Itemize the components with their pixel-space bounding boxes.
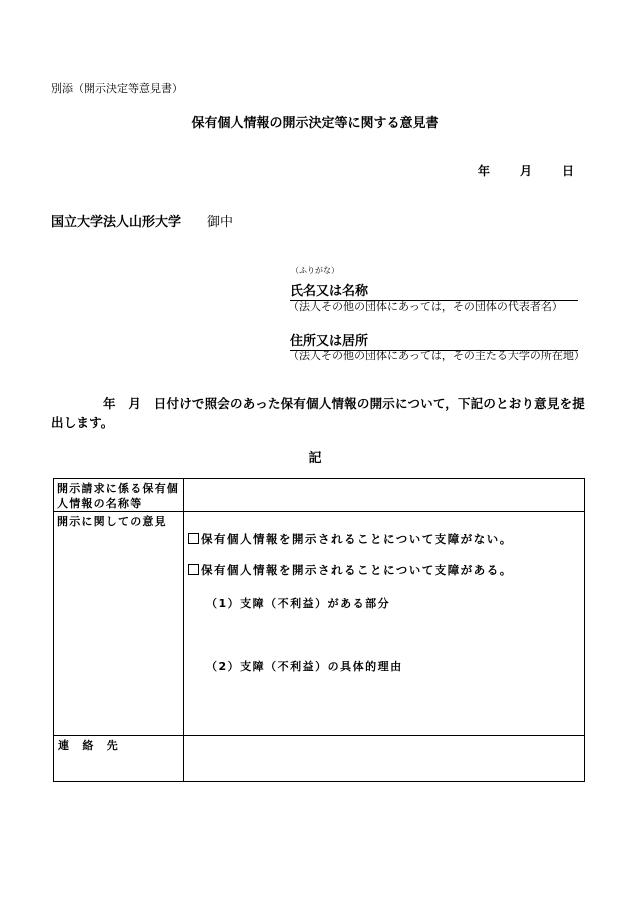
address-label: 住所又は居所 (290, 334, 369, 349)
checkbox-icon[interactable] (188, 533, 199, 544)
date-line (478, 162, 574, 179)
sub-item-affected-part: （1）支障（不利益）がある部分 (206, 597, 391, 610)
body-paragraph: 年 月 日付けで照会のあった保有個人情報の開示について，下記のとおり意見を提出します。 (51, 396, 585, 430)
attachment-label: 別添（開示決定等意見書） (51, 82, 183, 95)
addressee (51, 211, 233, 230)
opinion-table (53, 478, 585, 782)
furigana-label: （ふりがな） (291, 266, 339, 275)
name-label: 氏名又は名称 (290, 284, 369, 299)
document-title: 保有個人情報の開示決定等に関する意見書 (191, 116, 439, 131)
sub-item-reason: （2）支障（不利益）の具体的理由 (206, 660, 403, 673)
table-row (54, 479, 584, 512)
table-row (54, 512, 584, 736)
day-label: 日 (562, 164, 575, 178)
row-label-info-name: 開示請求に係る保有個人情報の名称等 (54, 479, 184, 511)
addressee-honorific: 御中 (207, 215, 234, 230)
month-label: 月 (520, 164, 533, 178)
table-row (54, 736, 584, 781)
name-note: （法人その他の団体にあっては，その団体の代表者名） (288, 300, 563, 313)
option-hindrance[interactable]: 保有個人情報を開示されることについて支障がある。 (188, 562, 513, 578)
option-no-hindrance[interactable]: 保有個人情報を開示されることについて支障がない。 (188, 531, 513, 547)
ki-heading: 記 (308, 451, 322, 466)
checkbox-icon[interactable] (188, 564, 199, 575)
address-note: （法人その他の団体にあっては，その主たる大学の所在地） (288, 349, 585, 362)
row-label-contact: 連 絡 先 (54, 736, 184, 781)
row-label-opinion: 開示に関しての意見 (54, 512, 184, 735)
year-label: 年 (478, 164, 491, 178)
addressee-name: 国立大学法人山形大学 (51, 215, 182, 230)
